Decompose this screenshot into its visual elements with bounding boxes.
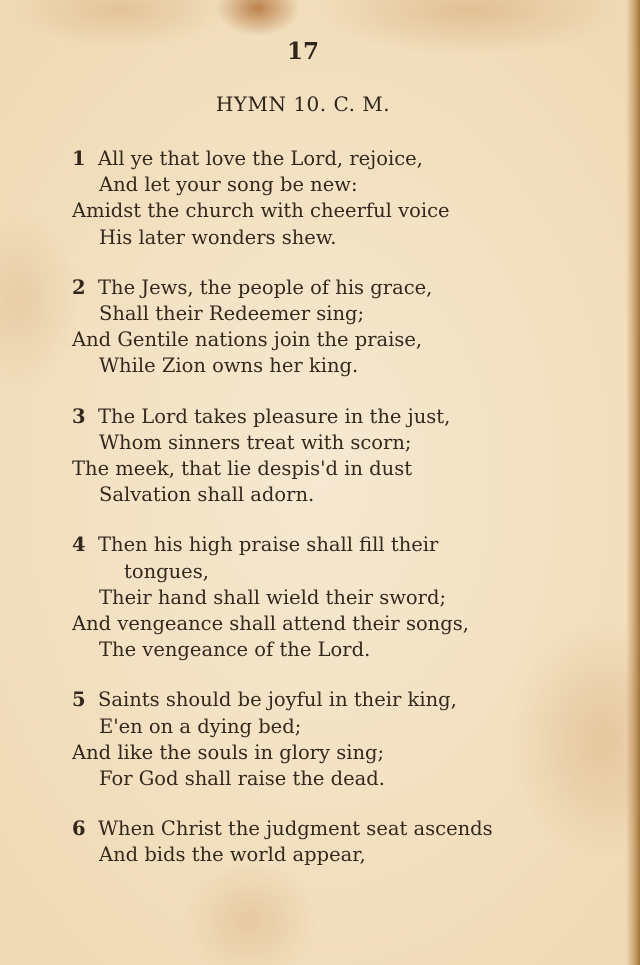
verse-number: 1	[72, 147, 86, 170]
verse-line: And let your song be new:	[99, 173, 358, 197]
verse-4	[72, 532, 542, 663]
verse-number: 2	[72, 275, 86, 299]
verse-6	[72, 816, 542, 868]
verse-line: Amidst the church with cheerful voice	[72, 199, 450, 223]
verse-line: E'en on a dying bed;	[99, 714, 302, 738]
hymn-verses	[72, 146, 542, 893]
verse-number: 6	[72, 817, 86, 841]
verse-line: Their hand shall wield their sword;	[99, 585, 447, 609]
verse-line: When Christ the judgment seat ascends	[98, 817, 493, 841]
verse-2	[72, 275, 542, 380]
verse-line: And vengeance shall attend their songs,	[72, 612, 469, 636]
verse-line: The Jews, the people of his grace,	[98, 275, 433, 299]
verse-line: And Gentile nations join the praise,	[72, 328, 423, 352]
verse-line: Whom sinners treat with scorn;	[99, 430, 412, 454]
verse-1	[72, 146, 542, 251]
hymn-title: HYMN 10. C. M.	[215, 92, 391, 116]
verse-5	[72, 687, 542, 792]
verse-line: Saints should be joyful in their king,	[98, 688, 457, 712]
verse-number: 3	[72, 404, 86, 428]
page-number: 17	[286, 38, 319, 65]
verse-line: All ye that love the Lord, rejoice,	[98, 147, 423, 170]
verse-line: The meek, that lie despis'd in dust	[72, 457, 413, 481]
verse-line: Then his high praise shall fill their	[98, 533, 439, 557]
verse-line: For God shall raise the dead.	[99, 767, 385, 791]
verse-line: The vengeance of the Lord.	[99, 638, 371, 662]
verse-line: While Zion owns her king.	[99, 354, 359, 378]
verse-line: Shall their Redeemer sing;	[99, 302, 365, 326]
verse-line: His later wonders shew.	[99, 225, 337, 249]
page-edge	[626, 0, 640, 965]
verse-line: tongues,	[124, 559, 209, 583]
verse-line: And bids the world appear,	[99, 843, 366, 867]
verse-3	[72, 404, 542, 509]
verse-number: 5	[72, 688, 86, 712]
verse-number: 4	[72, 533, 86, 557]
verse-line: The Lord takes pleasure in the just,	[98, 404, 451, 428]
verse-line: Salvation shall adorn.	[99, 483, 315, 507]
verse-line: And like the souls in glory sing;	[72, 740, 385, 764]
